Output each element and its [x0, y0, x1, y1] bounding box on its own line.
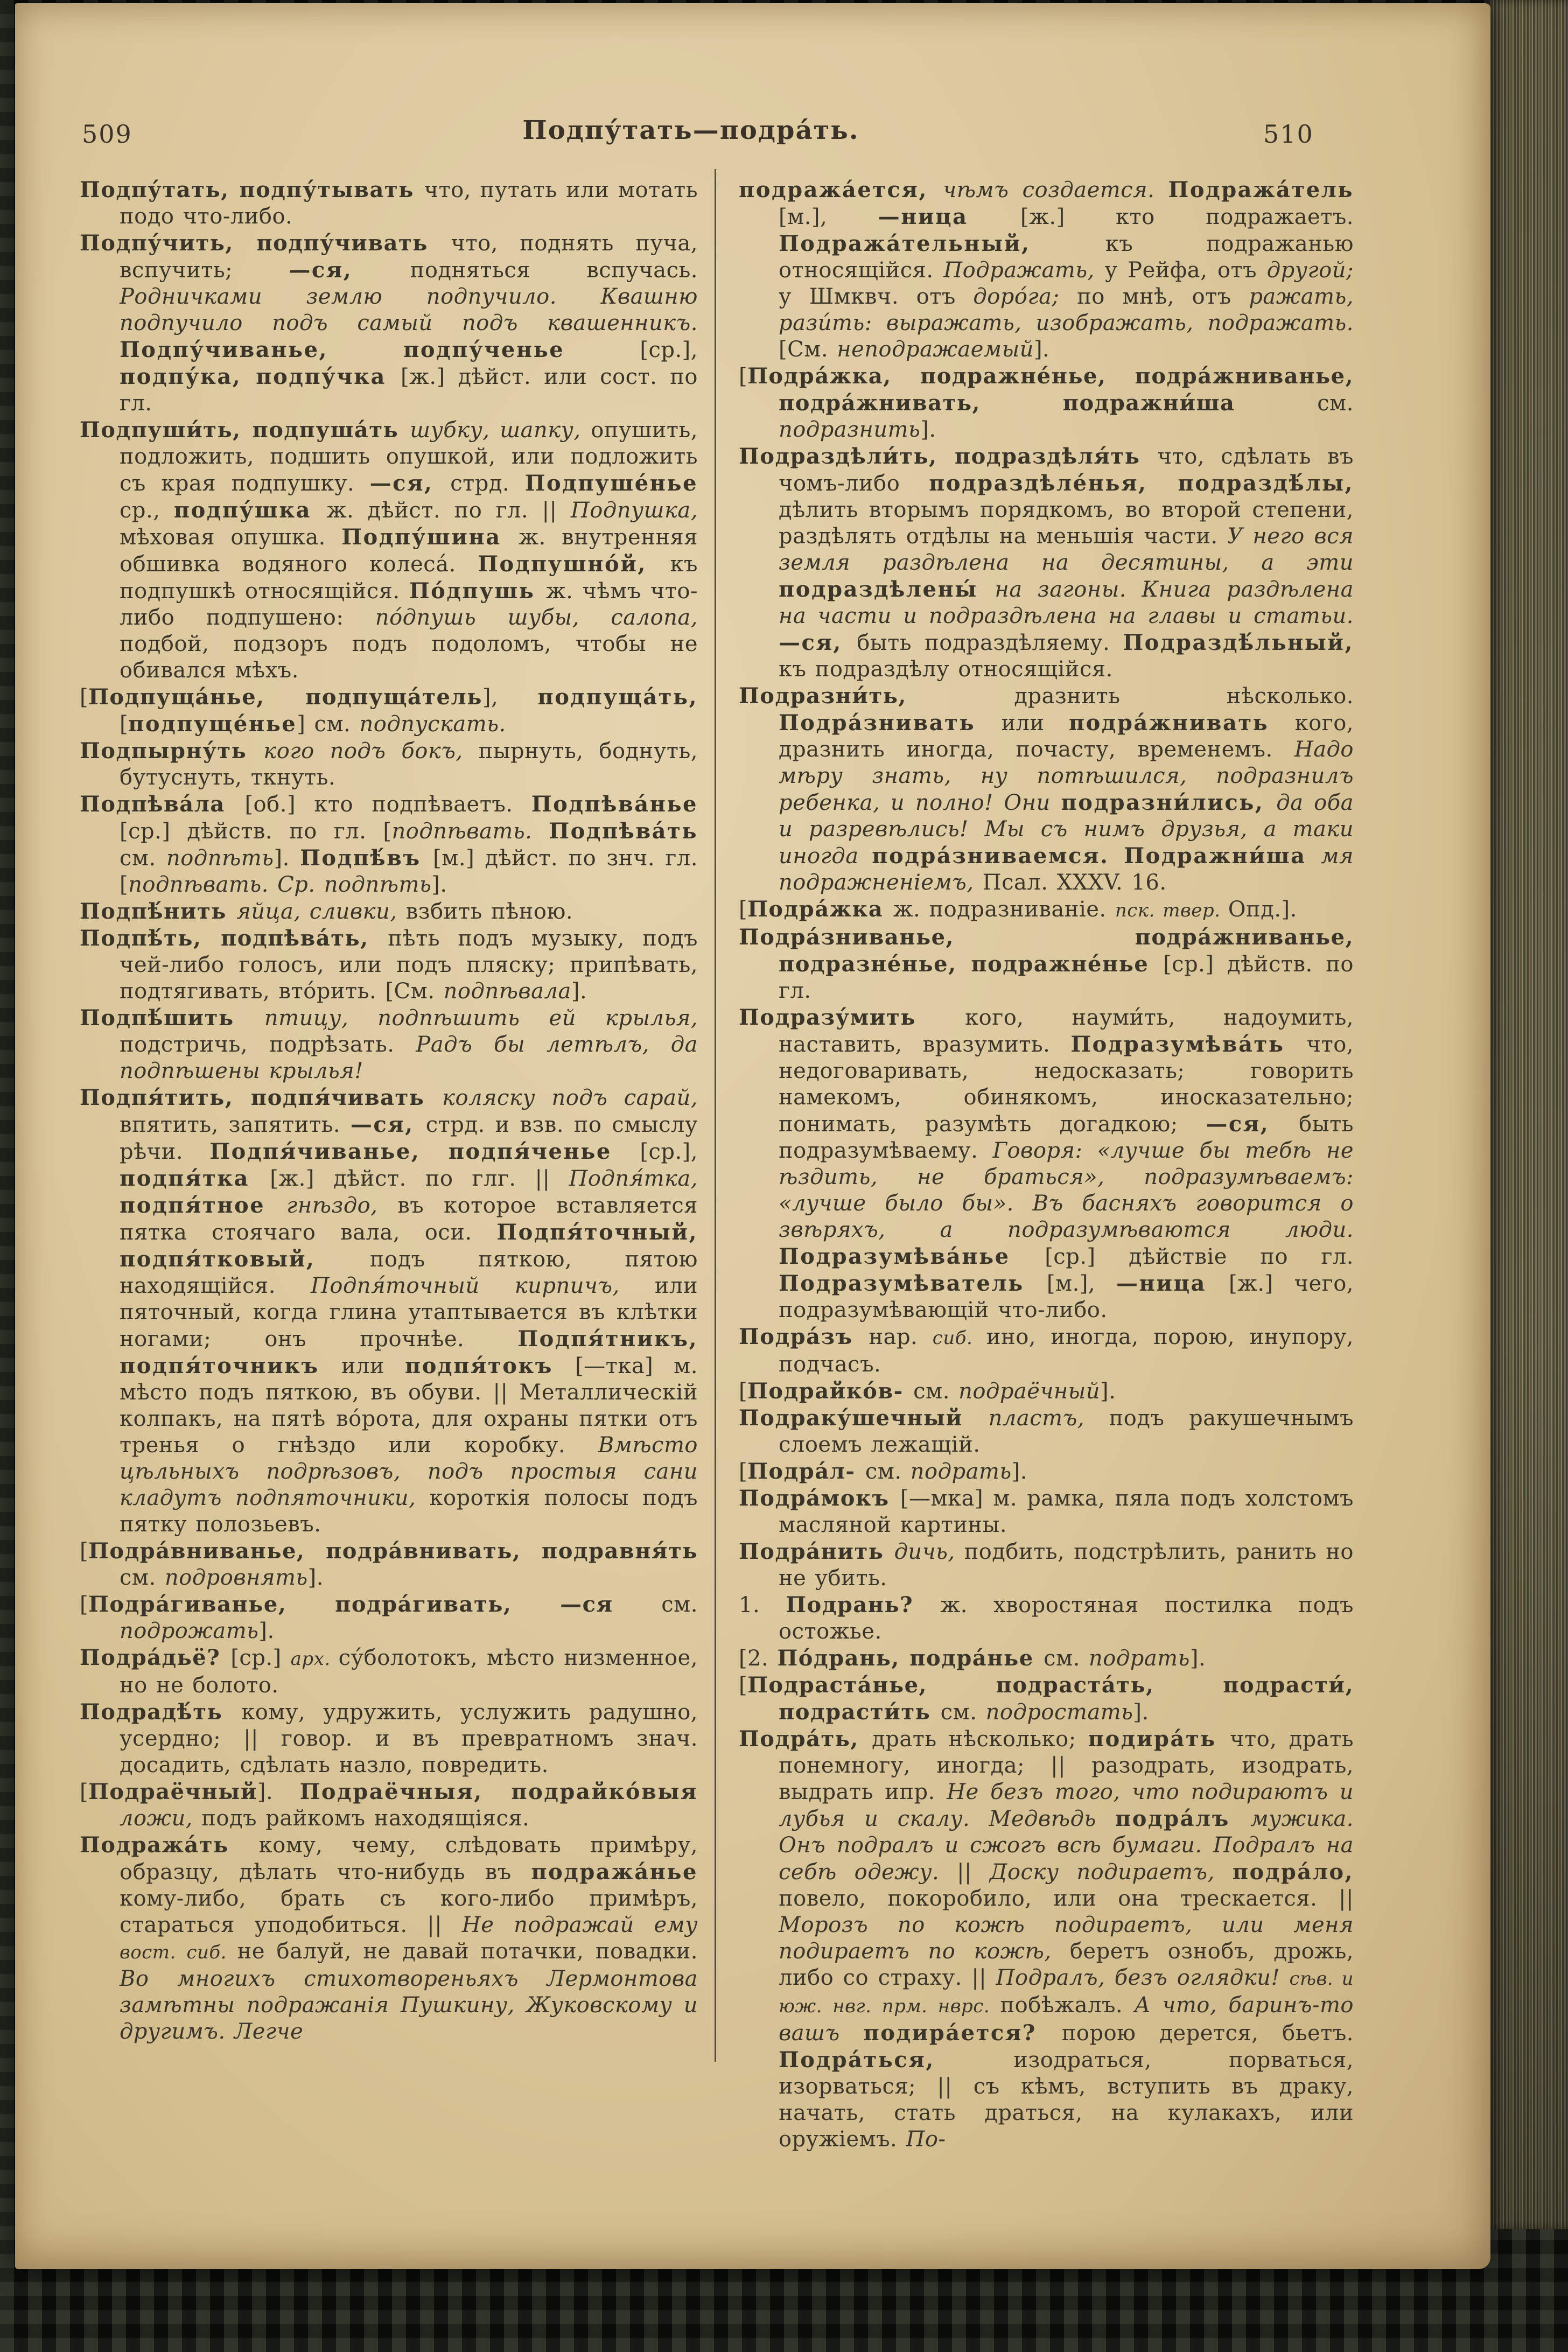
entry-text: подпу́шка [173, 498, 327, 523]
entry-text: [м.], [779, 205, 878, 229]
entry-text: по́дпушь шубы, салопа, [375, 605, 698, 630]
entry-text: Подпу́шина [341, 524, 519, 550]
entry-text: [об.] кто подпѣваетъ. [244, 792, 531, 817]
headword: Подразу́мить [739, 1005, 965, 1030]
entry-text: подпя́токъ [404, 1353, 576, 1378]
column-divider-rule [715, 169, 716, 2062]
entry-text: пластъ, [988, 1406, 1109, 1431]
headword: Подпѣ́ть, подпѣва́ть, [80, 926, 388, 951]
entry-text: къ подражанью относящійся. [779, 232, 1354, 283]
entry-text: яйца, сливки, [236, 899, 406, 924]
entry-text: [ [80, 1539, 89, 1564]
entry-text: или [341, 1354, 405, 1378]
entry-text: Подра́знивать [779, 710, 1002, 736]
entry-text: Подразумѣва́нье [779, 1244, 1045, 1269]
entry-text: мя подражненіемъ, [779, 844, 1354, 895]
entry-text: у Рейфа, отъ [1104, 258, 1267, 283]
headword: Подпѣва́ла [80, 792, 245, 817]
entry-text: взбить пѣною. [405, 899, 573, 924]
entry-text: см. [913, 1379, 959, 1404]
entry-text: По- [906, 2127, 946, 2152]
entry-text: подпѣвать. Ср. подпѣть [128, 872, 432, 897]
entry-text: пырнуть, боднуть, бутуснуть, ткнуть. [120, 739, 698, 790]
entry-text: порою дерется, бьетъ. [1061, 2021, 1354, 2046]
dictionary-entry [80, 738, 698, 791]
running-title: Подпу́тать—подра́ть. [522, 115, 859, 145]
headword: Подра́жка, подражне́нье, подра́жниванье, подра́жнивать, подражни́ша [747, 363, 1354, 416]
entry-text: У него вся земля раздѣлена на десятины, а эти [779, 524, 1354, 575]
entry-text: къ подпушкѣ относящійся. [120, 552, 698, 604]
dictionary-entry [739, 1538, 1354, 1592]
entry-text: Надо мѣру знать, ну потѣшился, подразнилъ ребенка, и полно! Они [779, 737, 1354, 815]
entry-text: птицу, подпѣшить ей крылья, [264, 1006, 698, 1031]
entry-text: [ж.] дѣйст. по глг. || [270, 1166, 569, 1191]
entry-text: подъ райкомъ находящіяся. [201, 1806, 530, 1831]
entry-text: ], [482, 685, 538, 710]
headword: Подпя́тить, подпя́чивать [80, 1085, 443, 1110]
entry-text: подпуща́ть, [537, 684, 698, 710]
entry-text: беретъ ознобъ, дрожь, либо со страху. || [779, 1939, 1354, 1990]
dictionary-entry [80, 1644, 698, 1699]
dictionary-entry [80, 1779, 698, 1832]
entry-text: подира́ется? [863, 2020, 1062, 2046]
entry-text: подпуще́нье [128, 711, 297, 737]
headword: По́дрань, подра́нье [777, 1646, 1044, 1671]
entry-text: Не безъ того, что подираютъ и лубья и скалу. Медвѣдь [779, 1780, 1354, 1831]
entry-text: Подпя́чиванье, подпя́ченье [209, 1139, 640, 1164]
entry-text: быть подраздѣляему. [857, 631, 1123, 655]
page-number-right: 510 [1263, 120, 1314, 149]
entry-text: подровнять [164, 1565, 308, 1590]
dictionary-entry [80, 1699, 698, 1779]
entry-text: см. [120, 846, 167, 871]
entry-text: Подпѣ́въ [300, 845, 433, 871]
entry-text: Подраёчныя, подрайко́выя [299, 1779, 698, 1804]
entry-text: подняться вспучась. [410, 258, 698, 283]
entry-text: Подража́тельный, [779, 231, 1105, 256]
entry-text: || [957, 1860, 990, 1885]
entry-text: 1. [739, 1593, 786, 1618]
entry-text: —ся, [1206, 1111, 1299, 1137]
entry-text: да оба и разревѣлись! Мы съ нимъ друзья, а таки иногда [779, 790, 1354, 869]
entry-text: быть подразумѣваему. [779, 1112, 1354, 1163]
entry-text: см. [940, 1700, 986, 1725]
entry-text: Подпу́чиванье, подпу́ченье [120, 337, 640, 362]
entry-text: ж. хворостяная постилка подъ остожье. [779, 1593, 1354, 1644]
headword: Подра́мокъ [739, 1486, 900, 1511]
entry-text: подра́лъ [1115, 1806, 1251, 1831]
dictionary-entry [739, 1485, 1354, 1538]
dictionary-entry [739, 363, 1354, 443]
entry-text: Подпя́точный, подпя́тковый, [120, 1220, 698, 1272]
headword: Подпу́чить, подпу́чивать [80, 230, 451, 256]
entry-text: подрать [1089, 1646, 1190, 1671]
dictionary-entry [739, 683, 1354, 896]
headword: Подрайко́в- [747, 1378, 914, 1404]
entry-text: ж. чѣмъ что-либо подпушено: [120, 579, 698, 630]
entry-text: см. [865, 1459, 911, 1484]
entry-text: повело, покоробило, или она трескается. || [779, 1886, 1354, 1911]
entry-text: подъ ракушечнымъ слоемъ лежащій. [779, 1406, 1354, 1457]
entry-text: пск. твер. [1115, 900, 1228, 921]
entry-text: ж. дѣйст. по гл. || [326, 498, 571, 523]
entry-text: Подралъ, безъ оглядки! [996, 1965, 1290, 1990]
dictionary-entry [739, 1378, 1354, 1405]
entry-text: опушить, подложить, подшить опушкой, или подложить съ края подпушку. [120, 418, 698, 496]
dictionary-entry [80, 1591, 698, 1644]
entry-text: подра́зниваемся. [872, 843, 1124, 869]
entry-text: ]. [1011, 1459, 1027, 1484]
entry-text: дичь, [894, 1539, 964, 1564]
entry-text: ]. [274, 846, 300, 871]
entry-text: что, драть понемногу, иногда; || разодрать, изодрать, выдрать ипр. [779, 1727, 1354, 1804]
entry-text: Подпя́тникъ, подпя́точникъ [120, 1326, 698, 1378]
entry-text: подстричь, подрѣзать. [120, 1032, 416, 1057]
entry-text: кого, науми́ть, надоумить, наставить, вразумить. [779, 1005, 1354, 1057]
entry-text: ]. [431, 872, 447, 897]
headword: Подра́ть, [739, 1726, 872, 1752]
entry-text: [ [739, 364, 748, 389]
book-fore-edge-pages [1488, 0, 1568, 2229]
entry-text: [ср.], [640, 338, 698, 362]
entry-text: коляску подъ сарай, [442, 1086, 698, 1110]
headword: Подра́гиванье, подра́гивать, —ся [88, 1592, 662, 1617]
entry-text: ино, иногда, порою, инупору, подчасъ. [779, 1325, 1354, 1377]
entry-text: —ся, [350, 1112, 426, 1137]
entry-text: подпускать. [359, 712, 506, 737]
entry-text: подбой, подзоръ подъ подоломъ, чтобы не обивался мѣхъ. [120, 632, 698, 683]
entry-text: или пяточный, когда глина утаптывается въ клѣтки ногами; онъ прочнѣе. [120, 1273, 698, 1352]
entry-text: подразнить [779, 417, 921, 442]
entry-text: Во многихъ стихотвореньяхъ Лермонтова замѣтны подражанія Пушкину, Жуковскому и другимъ. Легче [120, 1966, 698, 2044]
headword: Подра́дьё? [80, 1645, 231, 1670]
entry-text: подража́ется, [739, 177, 943, 202]
entry-text: А что, баринъ-то вашъ [779, 1993, 1354, 2046]
headword: Подра́вниванье, подра́внивать, подравня́ть [88, 1538, 698, 1564]
headword: Подраёчный [88, 1779, 257, 1804]
entry-text: [ [80, 685, 89, 710]
entry-text: дѣлить вторымъ порядкомъ, во второй степени, раздѣлять отдѣлы на меньшія части. [779, 498, 1354, 549]
headword: Подразни́ть, [739, 683, 1014, 709]
dictionary-entry [739, 1458, 1354, 1485]
dictionary-entry [739, 1004, 1354, 1324]
dictionary-entry [80, 417, 698, 684]
entry-text: Подра́ться, [779, 2047, 1014, 2073]
entry-text: драть нѣсколько; [872, 1727, 1088, 1752]
entry-text: стрд. [450, 471, 525, 496]
entry-text: Подпушно́й, [478, 551, 670, 577]
entry-text: Опд.]. [1228, 897, 1297, 922]
dictionary-entry [739, 896, 1354, 924]
entry-text: Не подражай ему [461, 1913, 698, 1937]
entry-text: вост. сиб. [120, 1942, 237, 1963]
headword: Подраста́нье, подраста́ть, подрасти́, подрасти́ть [747, 1672, 1354, 1725]
entry-text: подраздѣлены́ [779, 577, 995, 602]
entry-text: подразни́лись, [1061, 790, 1277, 815]
entry-text: доро́га; [973, 284, 1077, 309]
entry-text: [ [739, 897, 748, 922]
headword: Подпуши́ть, подпуша́ть [80, 417, 410, 443]
entry-text: стрд. и взв. по смыслу рѣчи. [120, 1112, 698, 1164]
entry-text: По́дпушь [409, 578, 546, 604]
entry-text: кому-либо, брать съ кого-либо примѣръ, стараться уподобиться. || [120, 1886, 698, 1937]
headword: Подраку́шечный [739, 1405, 989, 1431]
entry-text: ]. [307, 1565, 324, 1590]
entry-text: подраёчный [958, 1379, 1101, 1404]
entry-text: Радъ бы летѣлъ, да подпѣшены крылья! [120, 1032, 698, 1083]
headword: Подра́зъ [739, 1324, 869, 1349]
entry-text: Подпя́тка, [569, 1166, 698, 1191]
page-number-left: 509 [82, 120, 132, 149]
dictionary-entry [739, 177, 1354, 363]
entry-text: Подпѣва́нье [531, 792, 698, 817]
entry-text: [м.] дѣйст. по знч. гл. [ [120, 846, 698, 897]
entry-text: подра́ло, [1232, 1859, 1354, 1885]
entry-text: подрожать [120, 1619, 259, 1643]
entry-text: подпѣть [166, 846, 274, 871]
entry-text: въ которое вставляется пятка стоячаго вала, оси. [120, 1193, 698, 1245]
entry-text: [2. [739, 1646, 778, 1671]
entry-text: неподражаемый [837, 337, 1034, 362]
entry-text: подпѣвала [443, 979, 571, 1004]
dictionary-entry [80, 177, 698, 230]
dictionary-entry [739, 1592, 1354, 1645]
entry-text: Подражать, [943, 258, 1105, 283]
entry-text: кому, чему, слѣдовать примѣру, образцу, дѣлать что-нибудь въ [120, 1833, 698, 1885]
entry-text: —ница [878, 204, 1021, 229]
entry-text: [ж.] чего, подразумѣвающій что-либо. [779, 1271, 1354, 1322]
entry-text: Подпуше́нье [524, 471, 698, 496]
dictionary-entry [739, 924, 1354, 1004]
entry-text: см. [120, 1565, 165, 1590]
entry-text: подпѣвать. [391, 819, 549, 844]
entry-text: Подпѣва́ть [549, 818, 698, 844]
entry-text: [—мка] м. рамка, пяла подъ холстомъ масляной картины. [779, 1486, 1354, 1537]
dictionary-entry [739, 1726, 1354, 2153]
entry-text: ж. внутренняя обшивка водяного колеса́. [120, 525, 698, 577]
dictionary-entry [739, 1645, 1354, 1672]
dictionary-entry [80, 684, 698, 738]
column-left [80, 177, 698, 2045]
entry-text: —ся, [289, 257, 410, 283]
entry-text: шубку, шапку, [410, 418, 591, 443]
entry-text: сѣв. и юж. нвг. прм. нврс. [779, 1968, 1354, 2017]
entry-text: [ср.] дѣйств. по гл. [779, 952, 1354, 1003]
entry-text: мужика. Онъ подралъ и сжогъ всѣ бумаги. Подралъ на себѣ одежу. [779, 1807, 1354, 1885]
headword: Подпуща́нье, подпуща́тель [88, 684, 482, 710]
dictionary-entry [80, 1538, 698, 1591]
headword: Подрань? [786, 1592, 941, 1618]
entry-text: ж. подразниваніе. [893, 897, 1115, 922]
headword: Подра́зниванье, подра́жниванье, подразне́нье, подражне́нье [739, 925, 1354, 977]
dictionary-entry [80, 230, 698, 417]
entry-text: [ср.] дѣйств. по гл. [ [120, 819, 392, 844]
column-right [739, 177, 1354, 2153]
entry-text: на загоны. Книга раздѣлена на части и подраздѣлена на главы и статьи. [779, 577, 1354, 628]
entry-text: чѣмъ создается. [943, 178, 1168, 202]
entry-text: короткія полосы подъ пятку полозьевъ. [120, 1486, 698, 1537]
entry-text: [ж.] дѣйст. или сост. по гл. [120, 365, 698, 416]
entry-text: по мнѣ, отъ [1077, 284, 1249, 309]
entry-text: изодраться, порваться, изорваться; || съ кѣмъ, вступить въ драку, начать, стать драться, на кулакахъ, или оружіемъ. [779, 2048, 1354, 2152]
entry-text: ср., [120, 498, 174, 523]
entry-text: подира́ть [1088, 1726, 1230, 1752]
entry-text: подростать [985, 1700, 1133, 1725]
entry-text: подраздѣле́нья, подраздѣ́лы, [929, 471, 1354, 496]
headword: Подпу́тать, подпу́тывать [80, 177, 424, 202]
book-page [15, 3, 1490, 2269]
headword: Подпѣ́шить [80, 1005, 264, 1031]
entry-text: Вмѣсто цѣльныхъ подрѣзовъ, подъ простыя сани кладутъ подпяточники, [120, 1433, 698, 1510]
entry-text: что, поднять пуча, вспучить; [120, 231, 698, 283]
entry-text: подпя́тное [120, 1193, 287, 1218]
headword: Подра́жка [747, 897, 893, 922]
entry-text: Подража́тель [1168, 177, 1354, 202]
entry-text: къ подраздѣлу относящійся. [779, 657, 1113, 682]
entry-text: су́болотокъ, мѣсто низменное, но не болото. [120, 1646, 698, 1698]
entry-text: [ [739, 1379, 748, 1404]
entry-text: см. [1044, 1646, 1089, 1671]
entry-text: побѣжалъ. [1000, 1993, 1135, 2018]
headword: Подра́л- [747, 1459, 865, 1484]
entry-text: —ница [1116, 1271, 1229, 1296]
entry-text: Подпя́точный кирпичъ, [311, 1273, 655, 1298]
entry-text: подпя́тка [120, 1166, 270, 1191]
entry-text: дразнить нѣсколько. [1014, 684, 1354, 709]
entry-text: [ [80, 1780, 89, 1804]
entry-text: [м.], [1046, 1271, 1117, 1296]
entry-text: ]. [1133, 1700, 1149, 1725]
dictionary-entry [80, 1084, 698, 1538]
entry-text: Родничками землю подпучило. Квашню подпучило подъ самый подъ квашенникъ. [120, 284, 698, 335]
entry-text: ражать, рази́ть: выражать, изображать, подражать. [779, 284, 1354, 335]
headword: Подраздѣли́ть, подраздѣля́ть [739, 444, 1158, 469]
dictionary-entry [80, 898, 698, 925]
entry-text: ]. [1100, 1379, 1116, 1404]
entry-text: ]. [571, 979, 587, 1004]
entry-text: мѣховая опушка. [120, 525, 342, 550]
entry-text: [См. [779, 337, 837, 362]
headword: Подража́ть [80, 1832, 259, 1858]
entry-text: [ср.] дѣйствіе по гл. [1045, 1244, 1354, 1269]
entry-text: Подпушка, [570, 498, 698, 523]
entry-text: см. [1317, 391, 1354, 416]
entry-text: ]. [257, 1780, 300, 1804]
entry-text: подпу́ка, подпу́чка [120, 364, 401, 389]
entry-text: Псал. XXXV. 16. [982, 870, 1167, 895]
entry-text: у Шмквч. отъ [779, 284, 974, 309]
entry-text: Морозъ по кожѣ подираетъ, или меня подираетъ по кожѣ, [779, 1913, 1354, 1964]
entry-text: что, путать или мотать подо что-либо. [120, 178, 698, 229]
dictionary-entry [739, 1672, 1354, 1726]
entry-text: кому, удружить, услужить радушно, усердно; || говор. и въ превратномъ знач. досадить, сдѣлать назло, повредить. [120, 1700, 698, 1777]
entry-text: Доску подираетъ, [989, 1860, 1233, 1885]
entry-text: подража́нье [531, 1859, 698, 1885]
entry-text: —ся, [779, 630, 857, 655]
entry-text: [ср.], [640, 1139, 698, 1164]
entry-text: [ [80, 1592, 89, 1617]
entry-text: подбить, подстрѣлить, ранить но не убить. [779, 1539, 1354, 1591]
entry-text: что, сдѣлать въ чомъ-либо [779, 444, 1354, 496]
entry-text: Подражни́ша [1124, 843, 1321, 869]
headword: Подрадѣ́ть [80, 1699, 242, 1725]
entry-text: ]. [920, 417, 936, 442]
entry-text: [ср.] [230, 1646, 291, 1670]
entry-text: пѣть подъ музыку, подъ чей-либо голосъ, или подъ пляску; припѣвать, подтягивать, вто́рить. [См. [120, 926, 698, 1004]
entry-text: ]. [258, 1619, 275, 1643]
entry-text: Подраздѣ́льный, [1123, 630, 1354, 655]
entry-text: [—тка] м. мѣсто подъ пяткою, въ обуви. || Металлическій колпакъ, на пятѣ во́рота, для охраны пятки отъ тренья о гнѣздо или коробку. [120, 1354, 698, 1458]
entry-text: подрать [910, 1459, 1012, 1484]
entry-text: гнѣздо, [286, 1193, 398, 1218]
entry-text: ] см. [297, 712, 360, 737]
headword: Подпѣ́нить [80, 899, 237, 924]
dictionary-entry [80, 925, 698, 1005]
entry-text: ложи, [120, 1806, 202, 1831]
headword: Подра́нить [739, 1539, 894, 1564]
dictionary-entry [739, 443, 1354, 683]
entry-text: не балуй, не давай потачки, повадки. [237, 1939, 698, 1964]
entry-text: нар. [869, 1325, 933, 1349]
entry-text: [ [739, 1673, 748, 1698]
entry-text: [ [739, 1459, 748, 1484]
entry-text: что, недоговаривать, недосказать; говорить намекомъ, обинякомъ, иносказательно; понимать, разумѣть догадкою; [779, 1032, 1354, 1137]
dictionary-entry [80, 791, 698, 898]
entry-text: подра́жнивать [1068, 710, 1295, 736]
entry-text: арх. [290, 1648, 339, 1670]
entry-text: другой; [1266, 258, 1354, 283]
dictionary-entry [739, 1324, 1354, 1378]
entry-text: ]. [1033, 337, 1050, 362]
entry-text: Подразумѣва́ть [1070, 1032, 1307, 1057]
entry-text: подъ пяткою, пятою находящійся. [120, 1247, 698, 1298]
entry-text: [ж.] кто подражаетъ. [1020, 205, 1354, 229]
entry-text: —ся, [369, 471, 451, 496]
entry-text: впятить, запятить. [120, 1112, 351, 1137]
entry-text: кого, дразнить иногда, почасту, временемъ. [779, 711, 1354, 762]
entry-text: см. [661, 1592, 698, 1617]
entry-text: Подразумѣватель [779, 1271, 1047, 1296]
entry-text: ]. [1189, 1646, 1206, 1671]
headword: Подпырну́ть [80, 738, 264, 764]
dictionary-entry [80, 1832, 698, 2045]
dictionary-entry [739, 1405, 1354, 1458]
entry-text: Говоря: «лучше бы тебѣ не ѣздить, не браться», подразумѣваемъ: «лучше было бы». Въ басняхъ говорится о звѣряхъ, а подразумѣваются люди. [779, 1138, 1354, 1242]
entry-text: сиб. [932, 1327, 986, 1349]
entry-text: кого подъ бокъ, [263, 739, 479, 764]
dictionary-entry [80, 1005, 698, 1084]
entry-text: [ [120, 712, 129, 737]
entry-text: или [1001, 711, 1069, 736]
